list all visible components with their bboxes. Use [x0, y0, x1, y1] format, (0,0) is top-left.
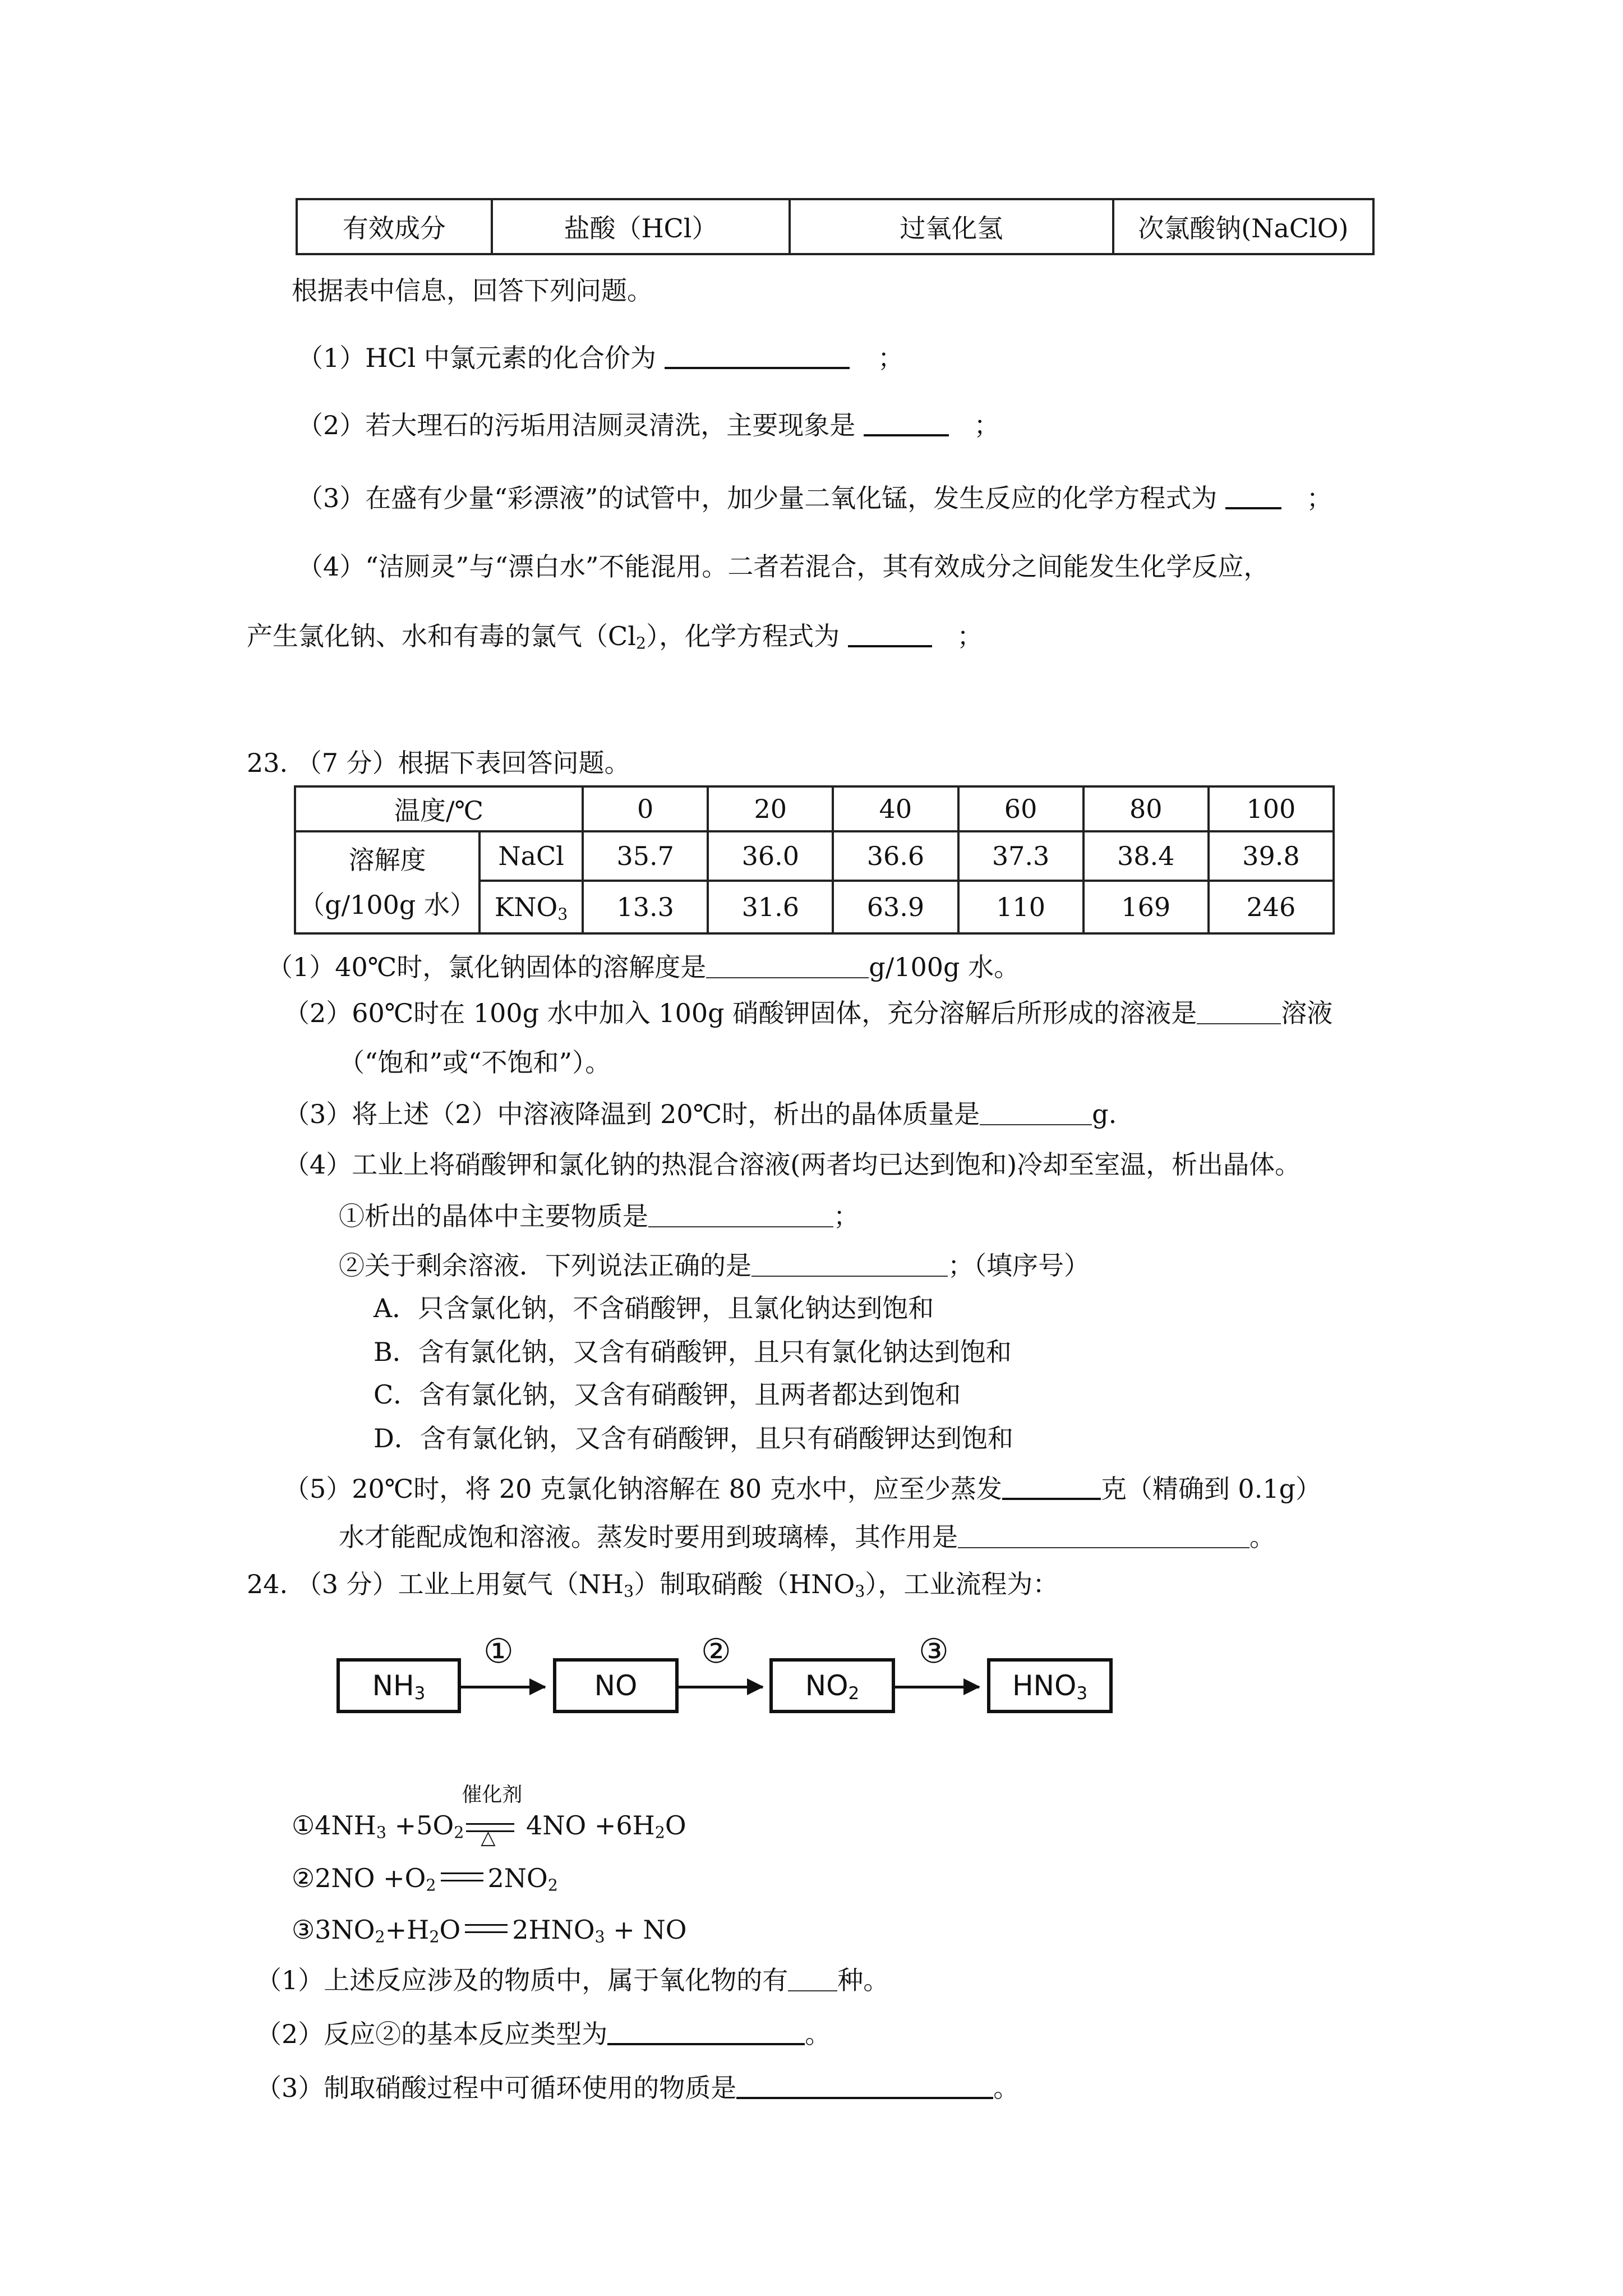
- eq-term: 2HNO: [512, 1915, 595, 1945]
- answer-blank[interactable]: [736, 2071, 993, 2099]
- q23-part5-line2: [339, 1520, 1275, 1554]
- answer-blank[interactable]: [958, 1521, 1249, 1548]
- subscript: 2: [654, 1823, 665, 1842]
- subscript: 3: [855, 1582, 865, 1601]
- subscript: 2: [547, 1876, 558, 1895]
- q23-part4-ii-text: ②关于剩余溶液．下列说法正确的是: [339, 1250, 751, 1281]
- equation-number: ①: [292, 1810, 315, 1841]
- eq-term: O: [665, 1810, 686, 1841]
- nacl-value: 36.0: [708, 831, 833, 881]
- q23-part4-ii-end: ；（填序号）: [948, 1250, 1090, 1281]
- q22-part1-end: ；: [878, 343, 904, 373]
- q22-part4-end: ；: [957, 621, 983, 651]
- q24-part1-end: 种。: [837, 1965, 889, 1995]
- q22-part3-text: （3）在盛有少量“彩漂液”的试管中，加少量二氧化锰，发生反应的化学方程式为: [297, 483, 1218, 513]
- flow-arrow-3: [895, 1686, 979, 1688]
- flow-node-label: NO: [594, 1669, 638, 1702]
- option-c: C．含有氯化钠，又含有硝酸钾，且两者都达到饱和: [374, 1379, 961, 1410]
- kno3-value: 31.6: [708, 881, 833, 933]
- q23-part4-i: [339, 1199, 859, 1233]
- subscript: 3: [624, 1582, 634, 1601]
- flow-step-1: ①: [483, 1632, 514, 1671]
- flow-step-2: ②: [701, 1632, 731, 1671]
- nacl-value: 36.6: [833, 831, 958, 881]
- subscript: 2: [375, 1927, 385, 1947]
- q23-part3: [284, 1097, 1117, 1131]
- q23-part4-i-text: ①析出的晶体中主要物质是: [339, 1201, 648, 1231]
- answer-blank[interactable]: [607, 2017, 805, 2045]
- equals-sign: [465, 1924, 508, 1933]
- reaction-condition: [462, 1783, 523, 1849]
- q22-part1-text: （1）HCl 中氯元素的化合价为: [297, 343, 656, 373]
- table-cell: 有效成分: [297, 199, 492, 254]
- answer-blank[interactable]: [648, 1200, 833, 1227]
- answer-blank[interactable]: [665, 341, 850, 369]
- nacl-value: 35.7: [583, 831, 708, 881]
- kno3-value: 246: [1209, 881, 1334, 933]
- equation-number: ②: [292, 1863, 315, 1893]
- subscript: 2: [426, 1876, 436, 1895]
- solubility-label: [295, 831, 479, 933]
- temp-cell: 20: [708, 786, 833, 831]
- q23-part5-text-3: 水才能配成饱和溶液。蒸发时要用到玻璃棒，其作用是: [339, 1522, 958, 1552]
- nacl-label: NaCl: [479, 831, 583, 881]
- equation-number: ③: [292, 1915, 315, 1945]
- q23-part2: [284, 996, 1332, 1030]
- option-d: D．含有氯化钠，又含有硝酸钾，且只有硝酸钾达到饱和: [374, 1423, 1013, 1453]
- q23-part3-text: （3）将上述（2）中溶液降温到 20℃时，析出的晶体质量是: [284, 1099, 980, 1129]
- eq-term: O: [439, 1915, 461, 1945]
- q23-part5: [284, 1472, 1321, 1506]
- q22-part3-end: ；: [1306, 483, 1332, 513]
- q24-part3: [256, 2071, 1019, 2105]
- kno3-value: 63.9: [833, 881, 958, 933]
- answer-blank[interactable]: [1002, 1472, 1101, 1500]
- q22-part4-text-2: ），化学方程式为: [646, 621, 840, 651]
- table-row: [295, 831, 1334, 881]
- temp-cell: 40: [833, 786, 958, 831]
- option-b: B．含有氯化钠，又含有硝酸钾，且只有氯化钠达到饱和: [374, 1337, 1012, 1367]
- kno3-label-text: KNO: [494, 892, 558, 922]
- ingredients-table: [296, 198, 1375, 255]
- flow-node-nh3: [336, 1658, 461, 1713]
- q24-part3-end: 。: [993, 2073, 1020, 2103]
- solubility-table: [294, 785, 1335, 935]
- q24-part2-end: 。: [805, 2019, 831, 2049]
- q22-part2: [297, 408, 1000, 442]
- subscript: 2: [454, 1823, 464, 1842]
- equation-1: [292, 1783, 686, 1849]
- answer-blank[interactable]: [980, 1098, 1092, 1125]
- answer-blank[interactable]: [1197, 997, 1281, 1024]
- q23-part1-text: （1）40℃时，氯化钠固体的溶解度是: [267, 952, 707, 982]
- subscript: 3: [376, 1823, 387, 1842]
- answer-blank[interactable]: [706, 951, 869, 978]
- table-row: [297, 199, 1373, 254]
- solubility-label-line1: 溶解度: [348, 845, 426, 875]
- eq-term: 2NO +O: [315, 1863, 426, 1893]
- q24-title-text: 24. （3 分）工业上用氨气（NH: [247, 1569, 624, 1599]
- q23-part5-end: 。: [1249, 1522, 1275, 1552]
- q23-part5-text: （5）20℃时，将 20 克氯化钠溶解在 80 克水中，应至少蒸发: [284, 1474, 1002, 1504]
- q23-part2-line2: （“饱和”或“不饱和”）。: [339, 1047, 611, 1078]
- q22-part3: [297, 481, 1332, 515]
- kno3-value: 169: [1083, 881, 1209, 933]
- flow-step-3: ③: [919, 1632, 949, 1671]
- flow-arrow-2: [679, 1686, 763, 1688]
- answer-blank[interactable]: [1225, 481, 1281, 509]
- q24-part3-text: （3）制取硝酸过程中可循环使用的物质是: [256, 2073, 737, 2103]
- temp-header: 温度/℃: [295, 786, 583, 831]
- flow-node-hno3: [987, 1658, 1113, 1713]
- q22-part4-text: 产生氯化钠、水和有毒的氯气（Cl: [247, 621, 636, 651]
- q23-part2-text: （2）60℃时在 100g 水中加入 100g 硝酸钾固体，充分溶解后所形成的溶液是: [284, 998, 1197, 1028]
- kno3-label: [479, 881, 583, 933]
- eq-term: 2NO: [487, 1863, 548, 1893]
- q22-part2-text: （2）若大理石的污垢用洁厕灵清洗，主要现象是: [297, 410, 856, 440]
- table-row: [295, 786, 1334, 831]
- answer-blank[interactable]: [848, 619, 932, 647]
- q22-part4-line2: [247, 619, 983, 653]
- nacl-value: 37.3: [958, 831, 1083, 881]
- q24-title-text-2: ）制取硝酸（HNO: [634, 1569, 855, 1599]
- q23-part2-end: 溶液: [1281, 998, 1333, 1028]
- q23-title: 23. （7 分）根据下表回答问题。: [247, 748, 630, 778]
- q24-part1: [256, 1963, 889, 1997]
- q24-part2: [256, 2017, 831, 2051]
- flow-node-no: [553, 1658, 679, 1713]
- subscript: 2: [429, 1927, 440, 1947]
- eq-term: +H: [385, 1915, 430, 1945]
- table-cell: 盐酸（HCl）: [492, 199, 790, 254]
- subscript: 2: [848, 1683, 860, 1704]
- equation-3: [292, 1913, 686, 1947]
- answer-blank[interactable]: [751, 1250, 948, 1277]
- q23-part1-end: g/100g 水。: [869, 952, 1020, 982]
- table-cell: 过氧化氢: [790, 199, 1113, 254]
- temp-cell: 60: [958, 786, 1083, 831]
- nacl-value: 39.8: [1209, 831, 1334, 881]
- answer-blank[interactable]: [864, 408, 949, 436]
- eq-term: 4NH: [315, 1810, 376, 1841]
- flow-arrow-1: [461, 1686, 545, 1688]
- kno3-value: 13.3: [583, 881, 708, 933]
- table-cell: 次氯酸钠(NaClO): [1113, 199, 1373, 254]
- q23-part3-end: g.: [1092, 1099, 1117, 1129]
- catalyst-label: 催化剂: [462, 1783, 523, 1806]
- q24-part1-text: （1）上述反应涉及的物质中，属于氧化物的有: [256, 1965, 789, 1995]
- eq-term: + NO: [605, 1915, 687, 1945]
- subscript: 3: [1076, 1683, 1088, 1704]
- option-a: A．只含氯化钠，不含硝酸钾，且氯化钠达到饱和: [374, 1293, 934, 1323]
- subscript: 2: [635, 634, 647, 653]
- q24-title: [247, 1567, 1058, 1601]
- q23-part5-text-2: 克（精确到 0.1g）: [1100, 1474, 1322, 1504]
- temp-cell: 80: [1083, 786, 1209, 831]
- subscript: 3: [594, 1927, 605, 1947]
- q22-part4-line1: （4）“洁厕灵”与“漂白水”不能混用。二者若混合，其有效成分之间能发生化学反应，: [297, 551, 1270, 582]
- kno3-value: 110: [958, 881, 1083, 933]
- q24-part2-text: （2）反应②的基本反应类型为: [256, 2019, 608, 2049]
- temp-cell: 100: [1209, 786, 1334, 831]
- q23-part4: （4）工业上将硝酸钾和氯化钠的热混合溶液(两者均已达到饱和)冷却至室温，析出晶体。: [284, 1149, 1301, 1180]
- subscript: 3: [557, 905, 568, 924]
- q24-title-text-3: ），工业流程为：: [865, 1569, 1059, 1599]
- flow-node-label: HNO: [1012, 1669, 1077, 1702]
- q23-part4-ii: [339, 1249, 1090, 1282]
- subscript: 3: [414, 1683, 426, 1704]
- q22-part1: [297, 341, 903, 375]
- q22-intro: 根据表中信息，回答下列问题。: [292, 275, 653, 306]
- q23-part1: [267, 950, 1020, 984]
- flow-node-no2: [769, 1658, 895, 1713]
- flow-node-label: NO: [805, 1669, 849, 1702]
- flow-node-label: NH: [372, 1669, 414, 1702]
- eq-term: +5O: [386, 1810, 454, 1841]
- nacl-value: 38.4: [1083, 831, 1209, 881]
- answer-blank[interactable]: [788, 1964, 837, 1991]
- solubility-label-line2: （g/100g 水）: [299, 890, 476, 920]
- equation-2: [292, 1861, 558, 1895]
- eq-term: 3NO: [315, 1915, 375, 1945]
- heat-symbol: △: [481, 1826, 496, 1849]
- q22-part2-end: ；: [974, 410, 1000, 440]
- eq-term: 4NO +6H: [525, 1810, 655, 1841]
- equals-sign: [441, 1872, 483, 1881]
- q23-part4-i-end: ；: [833, 1201, 859, 1231]
- temp-cell: 0: [583, 786, 708, 831]
